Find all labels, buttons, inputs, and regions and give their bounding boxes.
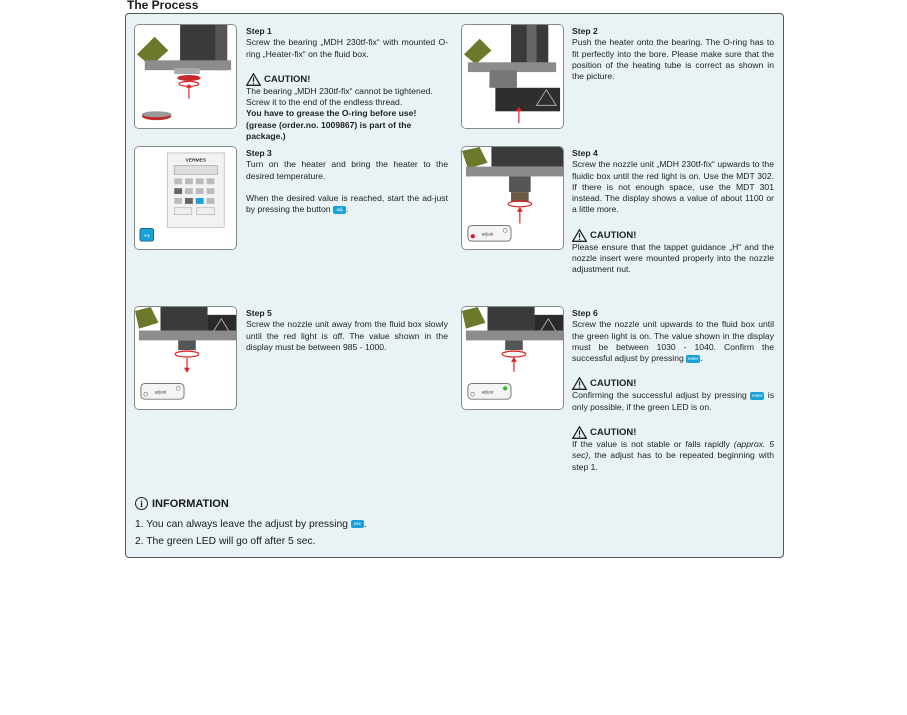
info-icon: i (135, 497, 148, 510)
step2-text (572, 26, 774, 82)
information-list (135, 516, 367, 550)
device-corner-key: adj (144, 232, 150, 238)
step6-caution1-label: CAUTION! (590, 378, 637, 390)
step1-title: Step 1 (246, 26, 272, 36)
step6-title: Step 6 (572, 308, 598, 318)
step3-text (246, 148, 448, 215)
step5-body: Screw the nozzle unit away from the fluid box slowly until the red light is off. The value shown in the display must be between 985 - 1000. (246, 319, 448, 352)
information-heading: i INFORMATION (135, 497, 367, 510)
step1-caution-bold: You have to grease the O-ring before use! (grease (order.no. 1009867) is part of the package.) (246, 108, 417, 142)
step6-text (572, 308, 774, 473)
step4-caution-label: CAUTION! (590, 229, 637, 241)
step3-title: Step 3 (246, 148, 272, 158)
step4-body: Screw the nozzle unit „MDH 230tf-fix“ upwards to the fluidic box until the red light is on. Use the MDT 302. If there is not enough space, use the MDT 301 instead. The display shows a value of about 1100 or a little more. (572, 159, 774, 215)
enter-key-icon: enter (752, 393, 763, 399)
step6-caution2-label: CAUTION! (590, 426, 637, 438)
step4-title: Step 4 (572, 148, 598, 158)
nozzle-up-illustration (462, 307, 563, 409)
warning-icon (246, 73, 261, 86)
step4-caution (572, 229, 774, 242)
nozzle-illustration (462, 147, 563, 249)
warning-icon (572, 426, 587, 439)
page-title: The Process (127, 0, 199, 12)
step4-caution-text: Please ensure that the tappet guidance „H“ and the nozzle insert were mounted properly into the nozzle adjustment nut. (572, 241, 774, 275)
step6-image (461, 306, 564, 410)
adjust-key-icon: adj (333, 206, 346, 214)
step1-text (246, 26, 448, 142)
device-brand: VERMES (185, 158, 207, 164)
enter-key-icon: enter (688, 355, 699, 361)
information-item-2: 2. The green LED will go off after 5 sec. (135, 536, 316, 547)
step6-caution2 (572, 426, 774, 439)
step6-caution2-text: If the value is not stable or falls rapidly (approx. 5 sec), the adjust has to be repeated beginning with step 1. (572, 439, 774, 472)
information-item-1: 1. You can always leave the adjust by pressing esc . (135, 519, 367, 530)
step3-body2: When the desired value is reached, start the ad-just by pressing the button adj . (246, 192, 448, 215)
warning-icon (572, 229, 587, 242)
step5-title: Step 5 (246, 308, 272, 318)
step2-body: Push the heater onto the bearing. The O-ring has to fit perfectly into the bore. Please make sure that the position of the heating tube is correct as shown in the picture. (572, 37, 774, 82)
bearing-illustration (135, 25, 236, 128)
step5-image (134, 306, 237, 410)
step4-text (572, 148, 774, 276)
step6-caution1 (572, 377, 774, 390)
step6-body: Screw the nozzle unit upwards to the fluid box until the green light is on. The value shown in the display must be between 1030 - 1040. Confirm the successful adjust by pressing enter . (572, 319, 774, 364)
step1-caution (246, 73, 448, 86)
heater-illustration (462, 25, 563, 128)
step1-caution-text: The bearing „MDH 230tf-fix“ cannot be tightened. Screw it to the end of the endless thread. (246, 85, 433, 108)
step1-caution-label: CAUTION! (264, 73, 311, 85)
step1-image (134, 24, 237, 129)
step2-image (461, 24, 564, 129)
display-label: adjust (481, 231, 494, 237)
step3-body1: Turn on the heater and bring the heater to the desired temperature. (246, 159, 448, 181)
nozzle-away-illustration (135, 307, 236, 409)
step4-image (461, 146, 564, 250)
step5-text (246, 308, 448, 353)
warning-icon (572, 377, 587, 390)
step2-title: Step 2 (572, 26, 598, 36)
display-label: adjust (154, 389, 167, 395)
step1-body: Screw the bearing „MDH 230tf-fix“ with mounted O-ring „Heater-fix“ on the fluid box. (246, 37, 448, 59)
step6-caution1-text: Confirming the successful adjust by pressing enter is only possible, if the green LED is on. (572, 390, 774, 412)
controller-illustration (135, 147, 236, 249)
step3-image (134, 146, 237, 250)
esc-key-icon: esc (351, 520, 364, 528)
display-label: adjust (481, 389, 494, 395)
information-block (135, 497, 367, 550)
